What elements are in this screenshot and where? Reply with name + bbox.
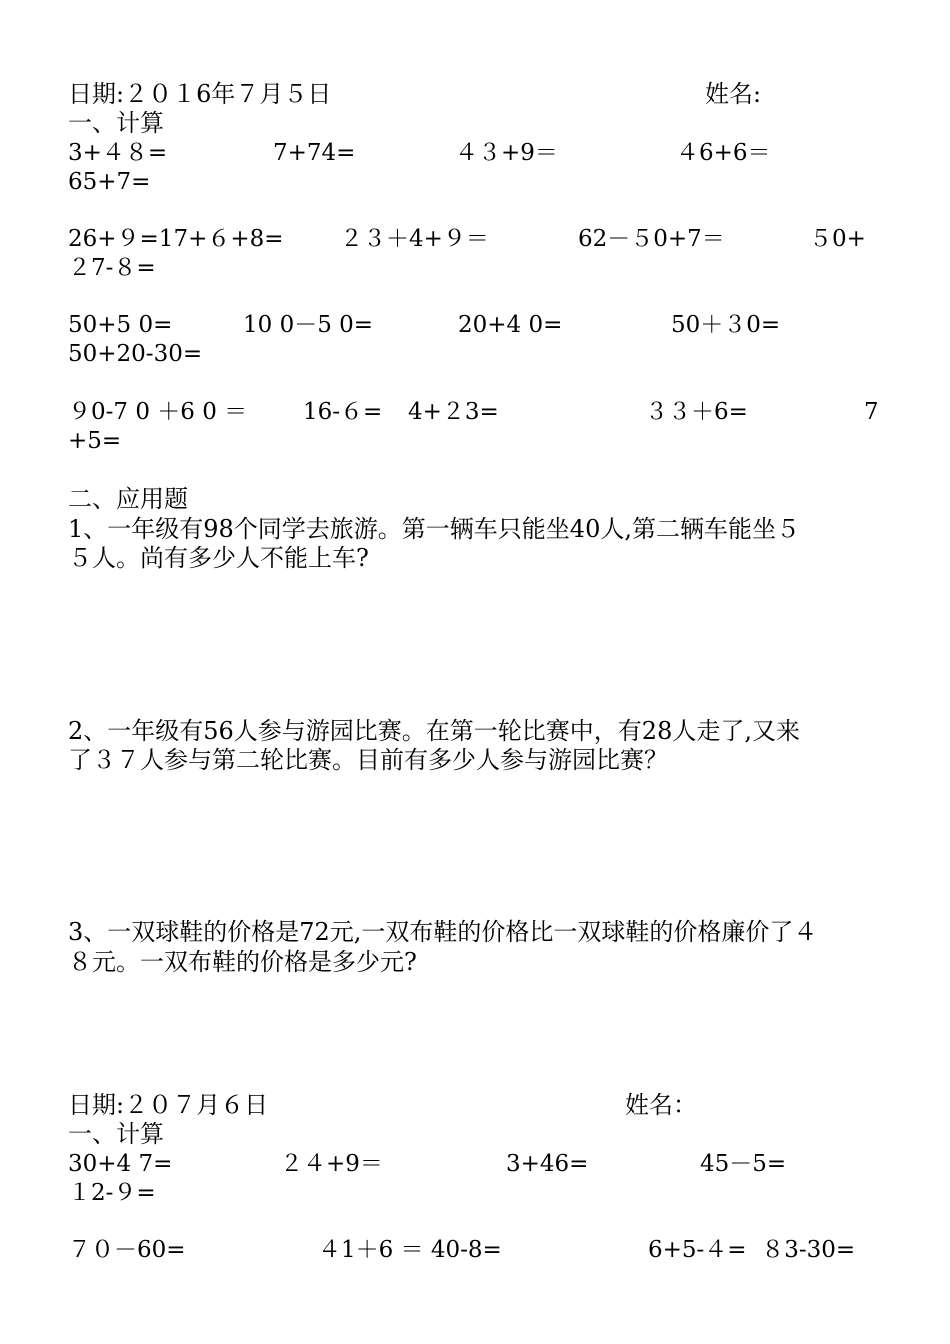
problem: 4+２3= — [408, 399, 499, 425]
problem: 62－５0+7＝ — [578, 226, 725, 252]
problem: +5= — [68, 428, 122, 454]
problem: 3+４８= — [68, 140, 168, 166]
problem: １2-９= — [68, 1180, 156, 1206]
problem: 26+９=17+６+8= — [68, 226, 284, 252]
problem: ２４+9＝ — [280, 1151, 383, 1177]
problem: ４6+6＝ — [676, 140, 771, 166]
word-problem-3-cont: ８元。一双布鞋的价格是多少元? — [68, 948, 417, 976]
problem: ２３＋4+９＝ — [340, 226, 489, 252]
problem: 6+5-４= ８3-30= — [648, 1237, 856, 1263]
problem: 7+74= — [273, 140, 356, 166]
word-problem-2: 2、一年级有56人参与游园比赛。在第一轮比赛中，有28人走了,又来 — [68, 717, 800, 745]
problem: ４1＋6 ＝ 40-8= — [318, 1237, 502, 1263]
word-problem-1: 1、一年级有98个同学去旅游。第一辆车只能坐40人,第二辆车能坐５ — [68, 515, 800, 543]
name-label: 姓名: — [705, 80, 762, 108]
section-heading-calculation: 一、计算 — [68, 1120, 164, 1148]
word-problem-3: 3、一双球鞋的价格是72元,一双布鞋的价格比一双球鞋的价格廉价了４ — [68, 918, 818, 946]
section-heading-calculation: 一、计算 — [68, 109, 164, 137]
problem: ４３+9＝ — [455, 140, 558, 166]
problem: 50+5 0= — [68, 312, 173, 338]
problem: 50＋３0= — [671, 312, 781, 338]
problem: ７０－60= — [68, 1237, 186, 1263]
word-problem-2-cont: 了３７人参与第二轮比赛。目前有多少人参与游园比赛？ — [68, 746, 668, 774]
problem: ２7-８= — [68, 255, 156, 281]
problem: 20+4 0= — [458, 312, 563, 338]
problem: 45－5= — [700, 1151, 787, 1177]
section-heading-word-problems: 二、应用题 — [68, 485, 188, 513]
problem: 7 — [864, 399, 879, 425]
problem: ３３＋6= — [645, 399, 748, 425]
word-problem-1-cont: ５人。尚有多少人不能上车? — [68, 544, 369, 572]
problem: 16-６= — [303, 399, 383, 425]
problem: ５0+ — [809, 226, 866, 252]
problem: 30+4 7= — [68, 1151, 173, 1177]
name-label: 姓名： — [625, 1091, 697, 1119]
problem: 3+46= — [506, 1151, 589, 1177]
date-label: 日期:２０１6年７月５日 — [68, 80, 332, 108]
problem: 50+20-30= — [68, 341, 203, 367]
date-label: 日期:２０７月６日 — [68, 1091, 269, 1119]
problem: 10 0－5 0= — [243, 312, 374, 338]
problem: 65+7= — [68, 169, 151, 195]
problem: ９0-7 0 ＋6 0 ＝ — [68, 399, 248, 425]
